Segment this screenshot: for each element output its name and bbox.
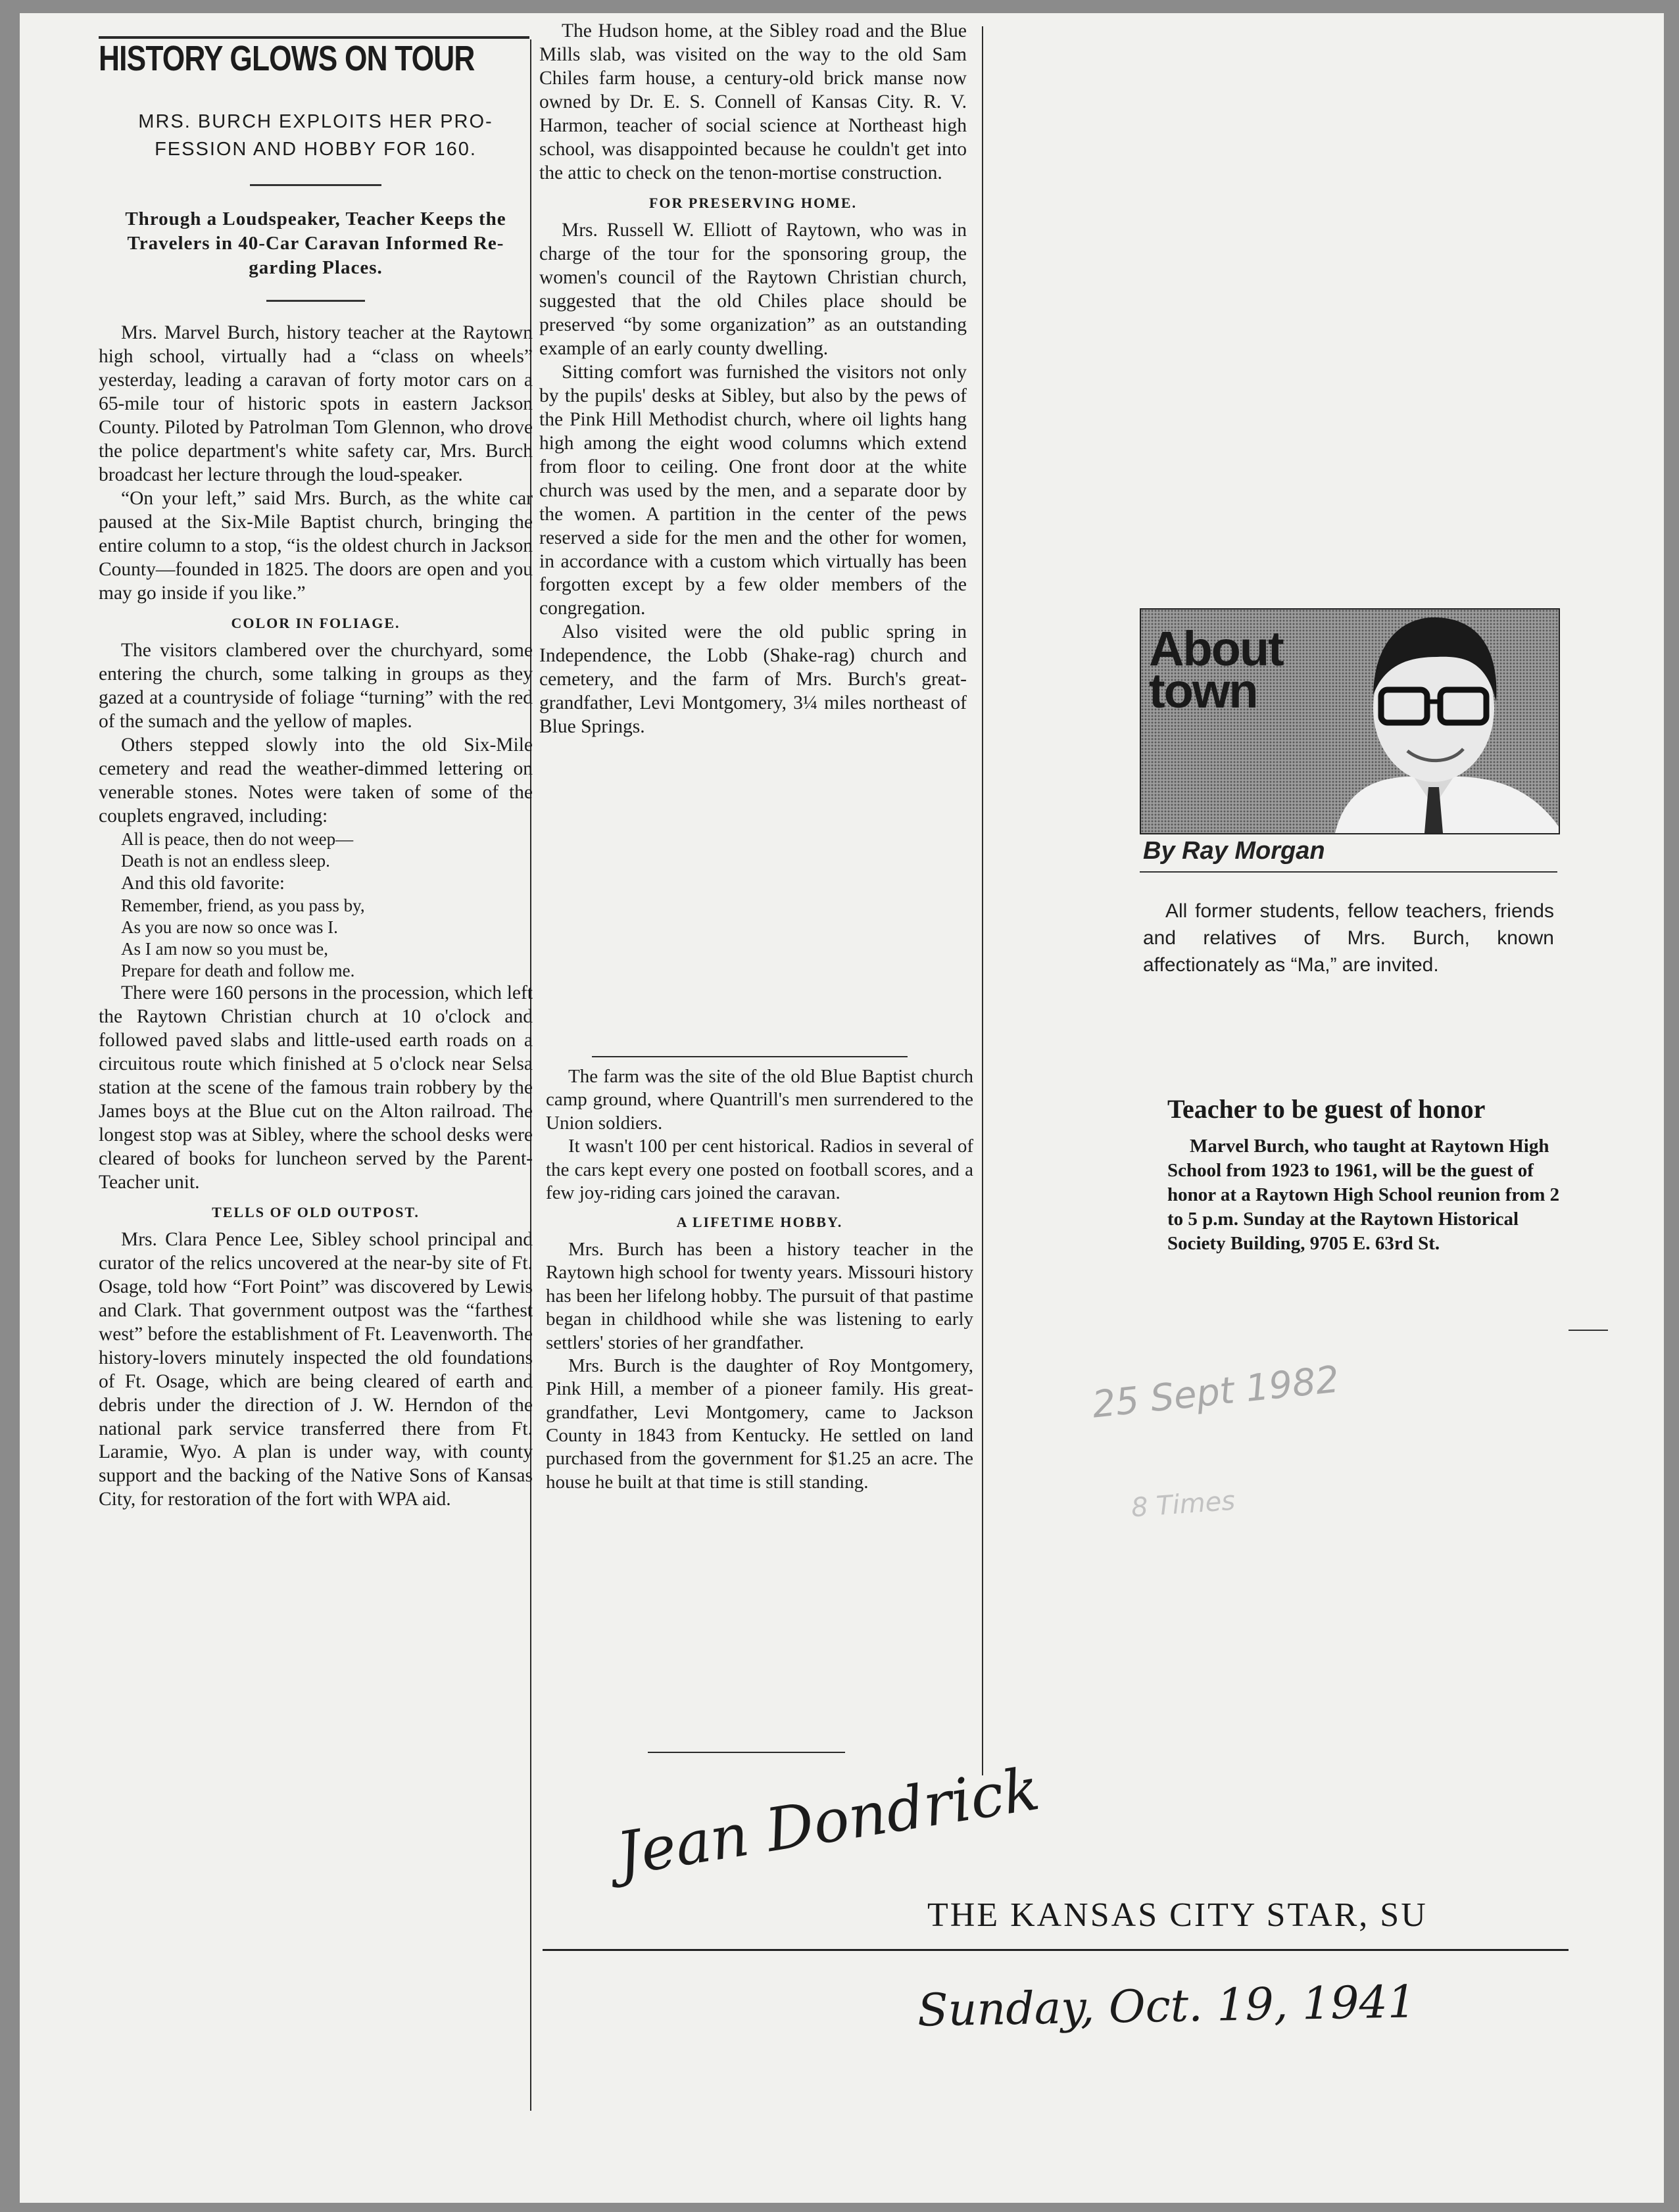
verse-intro: And this old favorite:: [121, 872, 285, 894]
subheading: COLOR IN FOLIAGE.: [231, 615, 401, 632]
paragraph: Sitting comfort was furnished the visitors not only by the pupils' desks at Sibley, but also by the pews of the Pink Hill Methodist church, where oil lights hang high among the eight wood columns which extend from floor to ceiling. One front door at the white church was used by the men, and a separate door by the women. A partition in the center of the pews reserved a side for the men and the other for women, in accordance with a custom which virtually has been forgotten except by a few older members of the congregation.: [539, 361, 967, 619]
pencil-note: 8 Times: [1130, 1485, 1236, 1524]
verse-line: As you are now so once was I.: [121, 917, 338, 938]
subheading: TELLS OF OLD OUTPOST.: [212, 1203, 420, 1220]
paragraph: It wasn't 100 per cent historical. Radios in several of the cars kept every one posted on football scores, and a few joy-riding cars joined the caravan.: [546, 1136, 973, 1203]
paragraph: The Hudson home, at the Sibley road and the Blue Mills slab, was visited on the way to the old Sam Chiles farm house, a century-old brick manse now owned by Dr. E. S. Connell of Kansas City. R. V. Harmon, teacher of social science at Northeast high school, was disappointed because he couldn't get into the attic to check on the tenon-mortise construction.: [539, 20, 967, 183]
masthead-rule: [543, 1949, 1569, 1951]
paragraph: [1167, 1134, 1578, 1257]
paragraph: “On your left,” said Mrs. Burch, as the white car paused at the Six-Mile Baptist church, bringing the entire column to a stop, “is the oldest church in Jackson County—founded in 1825. The doors are open and you may go inside if you like.”: [99, 488, 533, 604]
about-town-text: [1143, 898, 1554, 978]
columnist-byline: By Ray Morgan: [1143, 837, 1325, 865]
article-body-3: [546, 1065, 973, 1494]
subdeck-divider: [266, 300, 365, 302]
epitaph-verse: [121, 829, 533, 982]
paragraph: Mrs. Burch has been a history teacher in the Raytown high school for twenty years. Missouri history has been her lifelong hobby. The pursuit of that pastime began in childhood while she was listening to early settlers' stories of her grandfather.: [546, 1239, 973, 1353]
column2-end-rule: [592, 1056, 908, 1057]
notice-divider: [1569, 1330, 1608, 1331]
paragraph: Mrs. Russell W. Elliott of Raytown, who was in charge of the tour for the sponsoring group, the women's council of the Raytown Christian church, suggested that the old Chiles place should be preserved “by some organization” as an outstanding example of an early county dwelling.: [539, 219, 967, 359]
article-column-2: [539, 20, 967, 739]
pencil-date-note: 25 Sept 1982: [1090, 1358, 1342, 1427]
newspaper-masthead: THE KANSAS CITY STAR, SU: [927, 1896, 1428, 1934]
paragraph: There were 160 persons in the procession, which left the Raytown Christian church at 10 o'clock and followed paved slabs and little-used earth roads on a circuitous route which finished at 5 o'clock near Selsa station at the scene of the famous train robbery by the James boys at the Blue cut on the Alton railroad. The longest stop was at Sibley, where the school desks were cleared of books for luncheon served by the Parent-Teacher unit.: [99, 982, 533, 1193]
article-headline: HISTORY GLOWS ON TOUR: [99, 39, 475, 78]
paragraph: All former students, fellow teachers, friends and relatives of Mrs. Burch, known affectionately as “Ma,” are invited.: [1143, 900, 1554, 976]
paragraph: Mrs. Burch is the daughter of Roy Montgomery, Pink Hill, a member of a pioneer family. His great-grandfather, Levi Montgomery, came to Jackson County in 1843 from Kentucky. He settled on land purchased from the government for $1.25 an acre. The house he built at that time is still standing.: [546, 1355, 973, 1493]
article-column-1: [99, 26, 533, 1512]
handwritten-signature: Jean Dondrick: [612, 1754, 1044, 1890]
honoree-name: Marvel Burch,: [1190, 1136, 1309, 1157]
notice-headline: Teacher to be guest of honor: [1167, 1094, 1486, 1124]
article-subdeck: Through a Loudspeaker, Teacher Keeps the Travelers in 40-Car Caravan Informed Re- garding Places.: [125, 208, 506, 279]
paragraph: Mrs. Clara Pence Lee, Sibley school principal and curator of the relics uncovered at the near-by site of Ft. Osage, told how “Fort Point” was discovered by Lewis and Clark. That government outpost was the “farthest west” before the establishment of Ft. Leavenworth. The history-lovers minutely inspected the old foundations of Ft. Osage, which are being cleared of earth and debris under the direction of J. W. Herndon of the national park service transferred there from Ft. Laramie, Wyo. A plan is under way, with county support and the backing of the Native Sons of Kansas City, for restoration of the fort with WPA aid.: [99, 1228, 533, 1510]
notice-text: [1167, 1134, 1578, 1257]
article-body-2: [539, 20, 967, 739]
column3-end-rule: [648, 1752, 845, 1753]
article-body-1: [99, 322, 533, 1512]
columnist-portrait: [1309, 610, 1559, 833]
verse-line: Death is not an endless sleep.: [121, 850, 330, 871]
paragraph: The visitors clambered over the churchyard, some entering the church, some talking in groups as they gazed at a countryside of foliage “turning” with the red of the sumach and the yellow of maples.: [99, 640, 533, 733]
paragraph: Also visited were the old public spring in Independence, the Lobb (Shake-rag) church and cemetery, and the farm of Mrs. Burch's great-grandfather, Levi Montgomery, 3¼ miles northeast of Blue Springs.: [539, 621, 967, 738]
byline-divider: [1140, 871, 1557, 873]
paragraph: Mrs. Marvel Burch, history teacher at the Raytown high school, virtually had a “class on wheels” yesterday, leading a caravan of forty motor cars on a 65-mile tour of historic spots in eastern Jackson County. Piloted by Patrolman Tom Glennon, who drove the police department's white safety car, Mrs. Burch broadcast her lecture through the loud-speaker.: [99, 322, 533, 486]
verse-line: Prepare for death and follow me.: [121, 961, 355, 980]
handwritten-date: Sunday, Oct. 19, 1941: [917, 1976, 1417, 2037]
article-deck: MRS. BURCH EXPLOITS HER PRO- FESSION AND HOBBY FOR 160.: [138, 111, 493, 160]
column-rule-2: [982, 26, 983, 1775]
about-title-line: town: [1149, 663, 1257, 718]
about-town-title: [1149, 621, 1283, 718]
article-column-3: [546, 1065, 973, 1494]
subheading: FOR PRESERVING HOME.: [648, 194, 858, 211]
verse-line: All is peace, then do not weep—: [121, 829, 354, 849]
notice-body: who taught at Raytown High School from 1923 to 1961, will be the guest of honor at a Raytown High School reunion from 2 to 5 p.m. Sunday at the Raytown Historical Society Building, 9705 E. 63rd St.: [1167, 1136, 1560, 1255]
about-town-header: [1140, 608, 1560, 834]
verse-line: As I am now so you must be,: [121, 939, 328, 959]
paragraph: The farm was the site of the old Blue Baptist church camp ground, where Quantrill's men surrendered to the Union soldiers.: [546, 1066, 973, 1134]
subheading: A LIFETIME HOBBY.: [676, 1214, 843, 1231]
deck-divider: [250, 184, 381, 186]
about-title-line: About: [1149, 621, 1283, 676]
paragraph: Others stepped slowly into the old Six-Mile cemetery and read the weather-dimmed lettering on venerable stones. Notes were taken of some of the couplets engraved, including:: [99, 734, 533, 827]
verse-line: Remember, friend, as you pass by,: [121, 896, 365, 916]
